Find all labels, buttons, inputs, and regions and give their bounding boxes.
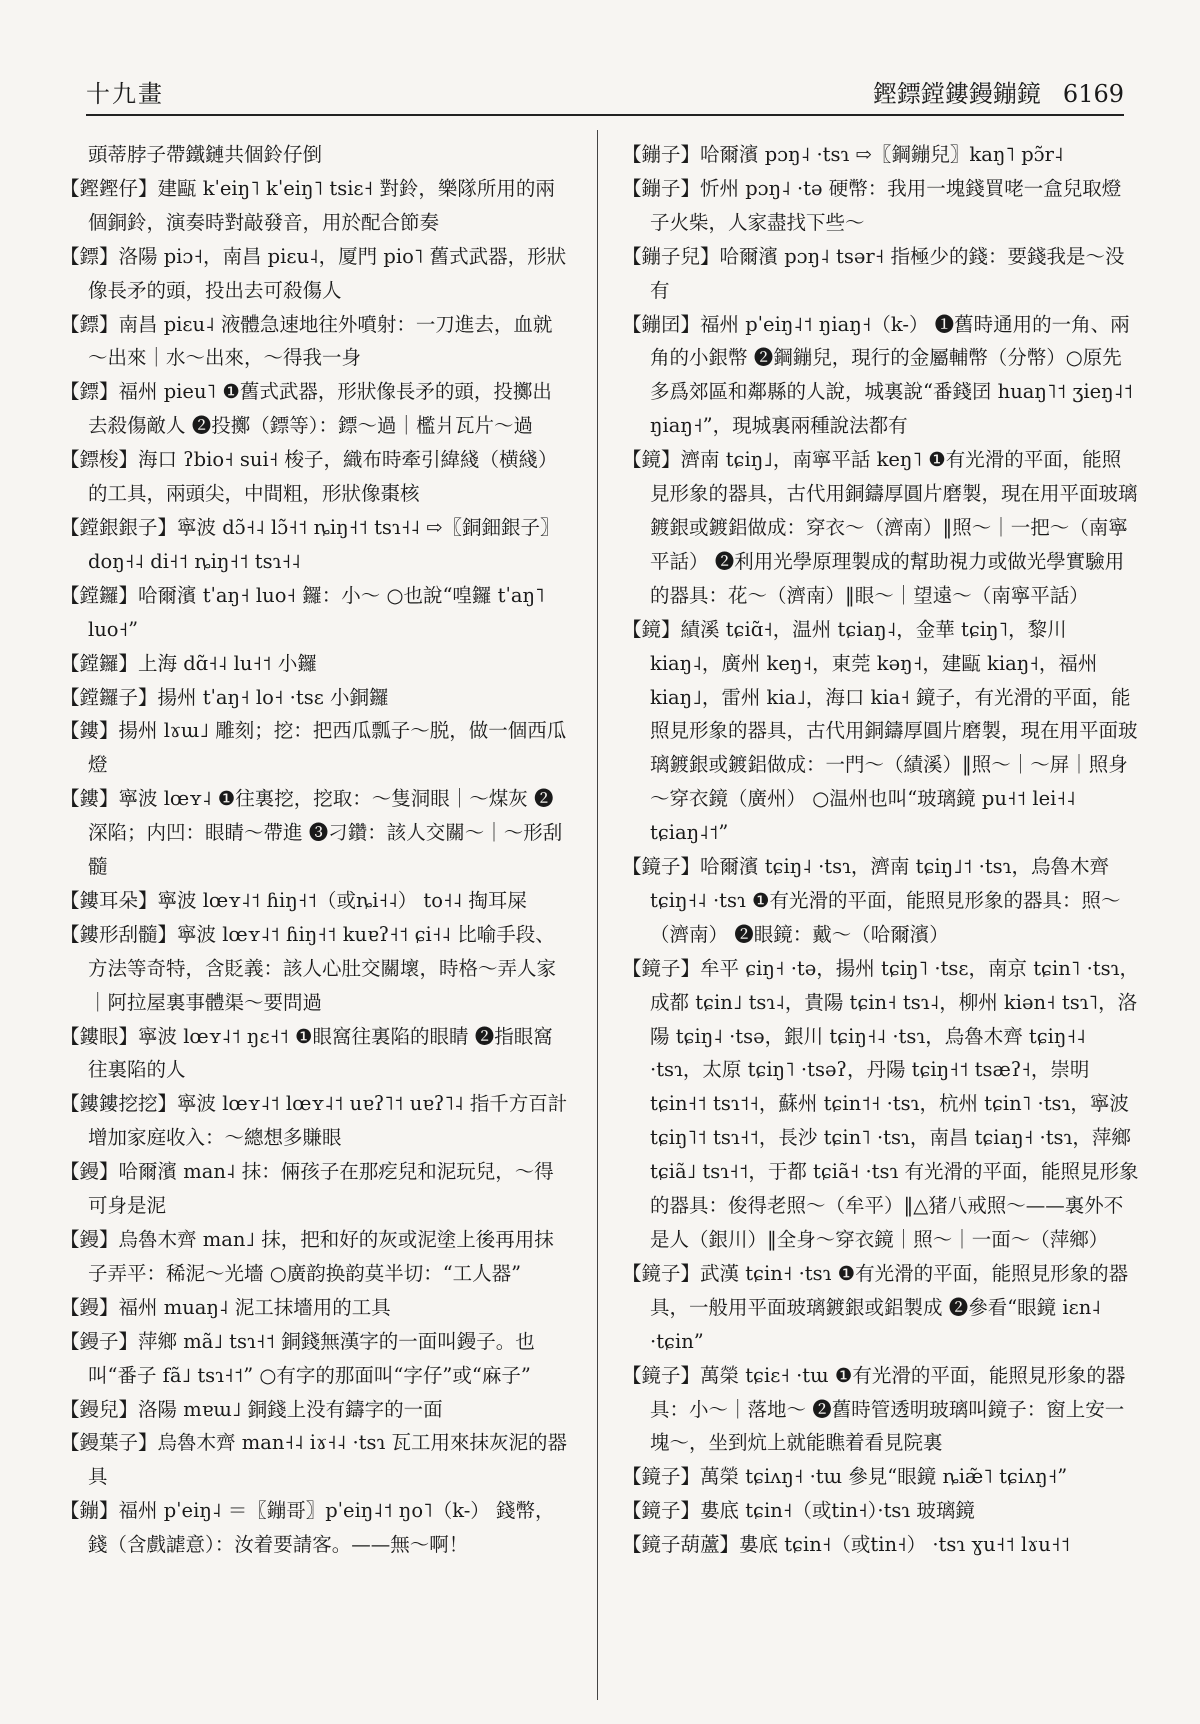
entry: 【鏡子】婁底 tɕin˧（或tin˧）·tsɿ 玻璃鏡 [622,1499,975,1523]
entry: 【鏡子】牟平 ɕiŋ˧ ·tə，揚州 tɕiŋ˥ ·tsɛ，南京 tɕin˥ ·tsɿ，成都 tɕin˩ tsɿ˨，貴陽 tɕin˧ tsɿ˨，柳州 kiən˧ tsɿ˥，洛陽 tɕiŋ˨ ·tsə，銀川 tɕiŋ˧˨ ·tsɿ，烏魯木齊 tɕiŋ˧˨ ·tsɿ，太原 tɕiŋ˥ ·tsəʔ，丹陽 tɕiŋ˧˦ tsæʔ˧，崇明 tɕin˧˦ tsɿ˦˧，蘇州 tɕin˦˧ ·tsɿ，杭州 tɕin˥ ·tsɿ，寧波 tɕiŋ˥˦ tsɿ˧˦，長沙 tɕin˥ ·tsɿ，南昌 tɕiaŋ˧ ·tsɿ，萍鄉 tɕiã˩ tsɿ˧˦，于都 tɕiã˧ ·tsɿ 有光滑的平面，能照見形象的器具：俊得老照～（牟平）‖△猪八戒照～——裏外不是人（銀川）‖全身～穿衣鏡｜照～｜一面～（萍鄉） [622,956,1139,1251]
entry: 【鏢】洛陽 piɔ˧，南昌 piɛu˨，厦門 pio˥ 舊式武器，形狀像長矛的頭，投出去可殺傷人 [60,244,567,302]
entry: 【鏰子兒】哈爾濱 pɔŋ˨ tsər˧ 指極少的錢：要錢我是～没有 [622,244,1125,302]
entry-continuation: 頭蒂脖子帶鐵鏈共個鈴仔倒 [88,143,323,166]
page-header [86,70,1124,116]
entry: 【鏡子】哈爾濱 tɕiŋ˨ ·tsɿ，濟南 tɕiŋ˩˦ ·tsɿ，烏魯木齊 tɕiŋ˧˨ ·tsɿ ❶有光滑的平面，能照見形象的器具：照～（濟南） ❷眼鏡：戴～（哈爾濱） [622,855,1121,946]
entry: 【鏜鑼子】揚州 tˈaŋ˧ lo˧ ·tsɛ 小銅鑼 [60,685,389,709]
left-column [60,138,570,1698]
entry: 【鏢】南昌 piɛu˨ 液體急速地往外噴射：一刀進去，血就～出來｜水～出來，～得我一身 [60,312,553,370]
entry: 【鏰子】忻州 pɔŋ˨ ·tə 硬幣：我用一塊錢買咾一盒兒取燈子火柴，人家盡找下些～ [622,176,1122,234]
entry: 【鏝】烏魯木齊 man˩ 抹，把和好的灰或泥塗上後再用抹子弄平：稀泥～光墻 ○廣韵换韵莫半切：“工人器” [60,1228,554,1285]
entry: 【鏰】福州 pˈeiŋ˨ ＝〖鏰哥〗pˈeiŋ˨˦ ŋo˥（k-） 錢幣，錢（含戲謔意）：汝着要請客。——無～啊！ [60,1499,555,1557]
entry: 【鏤耳朵】寧波 lœʏ˨˦ ɦiŋ˧˦（或ȵi˧˨） to˧˨ 掏耳屎 [60,888,527,912]
entry: 【鏝兒】洛陽 mɐɯ˩ 銅錢上没有鑄字的一面 [60,1397,443,1421]
column-divider [597,130,598,1700]
entry: 【鏡子】武漢 tɕin˧ ·tsɿ ❶有光滑的平面，能照見形象的器具，一般用平面玻璃鍍銀或鋁製成 ❷參看“眼鏡 iɛn˨ ·tɕin” [622,1261,1129,1353]
entry: 【鏡子】萬榮 tɕiʌŋ˧ ·tɯ 參見“眼鏡 ȵiæ̃˥ tɕiʌŋ˧” [622,1465,1068,1489]
entry: 【鏝葉子】烏魯木齊 man˧˨ iɤ˧˨ ·tsɿ 瓦工用來抹灰泥的器具 [60,1431,568,1489]
entry: 【鏤鏤挖挖】寧波 lœʏ˨˦ lœʏ˨˦ uɐʔ˥˦ uɐʔ˥˨ 指千方百計增加家庭收入：～總想多賺眼 [60,1092,568,1150]
header-chars: 鏗鏢鏜鏤鏝鏰鏡 [872,80,1041,108]
entry: 【鏗鏗仔】建甌 kˈeiŋ˥ kˈeiŋ˥ tsiɛ˧ 對鈴，樂隊所用的兩個銅鈴，演奏時對敲發音，用於配合節奏 [60,176,555,234]
entry: 【鏝】福州 muaŋ˨ 泥工抹墻用的工具 [60,1295,391,1319]
entry: 【鏢梭】海口 ʔbio˧ sui˧ 梭子，織布時牽引緯綫（横綫）的工具，兩頭尖，中間粗，形狀像棗核 [60,448,558,506]
page-number: 6169 [1062,80,1124,108]
header-right [873,82,1124,114]
entry: 【鏝子】萍鄉 mã˩ tsɿ˧˦ 銅錢無漢字的一面叫鏝子。也叫“番子 fã˩ tsɿ˧˦” ○有字的那面叫“字仔”或“麻子” [60,1329,535,1387]
section-title: 十九畫 [86,80,164,108]
entry: 【鏡】績溪 tɕiɑ̃˧，温州 tɕiaŋ˨，金華 tɕiŋ˥，黎川 kiaŋ˨，廣州 keŋ˧，東莞 kəŋ˧，建甌 kiaŋ˧，福州 kiaŋ˩，雷州 kia˩，海口 kia˧ 鏡子，有光滑的平面，能照見形象的器具，古代用銅鑄厚圓片磨製，現在用平面玻璃鍍銀或鍍鋁做成：一門～（績溪）‖照～｜～屏｜照身～穿衣鏡（廣州） ○温州也叫“玻璃鏡 pu˧˦ lei˧˨ tɕiaŋ˨˦” [622,617,1138,845]
entry: 【鏤形刮髓】寧波 lœʏ˨˦ ɦiŋ˧˦ kuɐʔ˧˦ ɕi˧˨ 比喻手段、方法等奇特，含貶義：該人心肚交關壞，時格～弄人家｜阿拉屋裏事體渠～要問過 [60,922,557,1014]
entry: 【鏜銀銀子】寧波 dɔ̃˧˨ lɔ̃˧˦ ȵiŋ˧˦ tsɿ˧˨ ⇨〖銅鈿銀子〗doŋ˧˨ di˧˦ ȵiŋ˧˦ tsɿ˧˨ [60,515,560,573]
entry: 【鏤】寧波 lœʏ˨ ❶往裏挖，挖取：～隻洞眼｜～煤灰 ❷深陷；内凹：眼睛～帶進 ❸刁鑽：該人交關～｜～形刮髓 [60,787,563,879]
right-column [622,138,1140,1698]
entry: 【鏤】揚州 lɤɯ˩ 雕刻；挖：把西瓜瓢子～脱，做一個西瓜燈 [60,719,567,777]
entry: 【鏜鑼】哈爾濱 tˈaŋ˧ luo˧ 鑼：小～ ○也說“喤鑼 tˈaŋ˥ luo˧” [60,583,545,641]
entry: 【鏤眼】寧波 lœʏ˨˦ ŋɛ˧˦ ❶眼窩往裏陷的眼睛 ❷指眼窩往裏陷的人 [60,1024,553,1082]
entry: 【鏢】福州 pieu˥ ❶舊式武器，形狀像長矛的頭，投擲出去殺傷敵人 ❷投擲（鏢等）：鏢～過｜檻爿瓦片～過 [60,380,552,438]
entry: 【鏡子】萬榮 tɕiɛ˧ ·tɯ ❶有光滑的平面，能照見形象的器具：小～｜落地～ ❷舊時管透明玻璃叫鏡子：窗上安一塊～，坐到炕上就能瞧着看見院裏 [622,1363,1126,1455]
entry: 【鏰囝】福州 pˈeiŋ˨˦ ŋiaŋ˧（k-） ❶舊時通用的一角、兩角的小銀幣 ❷鋼鏰兒，現行的金屬輔幣（分幣）○原先多爲郊區和鄰縣的人說，城裏說“番錢囝 huaŋ˥˦ ʒieŋ˨˦ ŋiaŋ˧”，現城裏兩種說法都有 [622,312,1133,438]
entry: 【鏝】哈爾濱 man˨ 抹：倆孩子在那疙兒和泥玩兒，～得可身是泥 [60,1160,554,1218]
entry: 【鏜鑼】上海 dɑ̃˧˨ lu˧˦ 小鑼 [60,651,317,675]
entry: 【鏰子】哈爾濱 pɔŋ˨ ·tsɿ ⇨〖鋼鏰兒〗kaŋ˥ pɔ̃r˨ [622,143,1064,166]
entry: 【鏡子葫蘆】婁底 tɕin˧（或tin˧） ·tsɿ ɣu˧˦ lɤu˧˦ [622,1533,1071,1557]
entry: 【鏡】濟南 tɕiŋ˩，南寧平話 keŋ˥ ❶有光滑的平面，能照見形象的器具，古代用銅鑄厚圓片磨製，現在用平面玻璃鍍銀或鍍鋁做成：穿衣～（濟南）‖照～｜一把～（南寧平話） ❷利用光學原理製成的幫助視力或做光學實驗用的器具：花～（濟南）‖眼～｜望遠～（南寧平話） [622,448,1138,607]
